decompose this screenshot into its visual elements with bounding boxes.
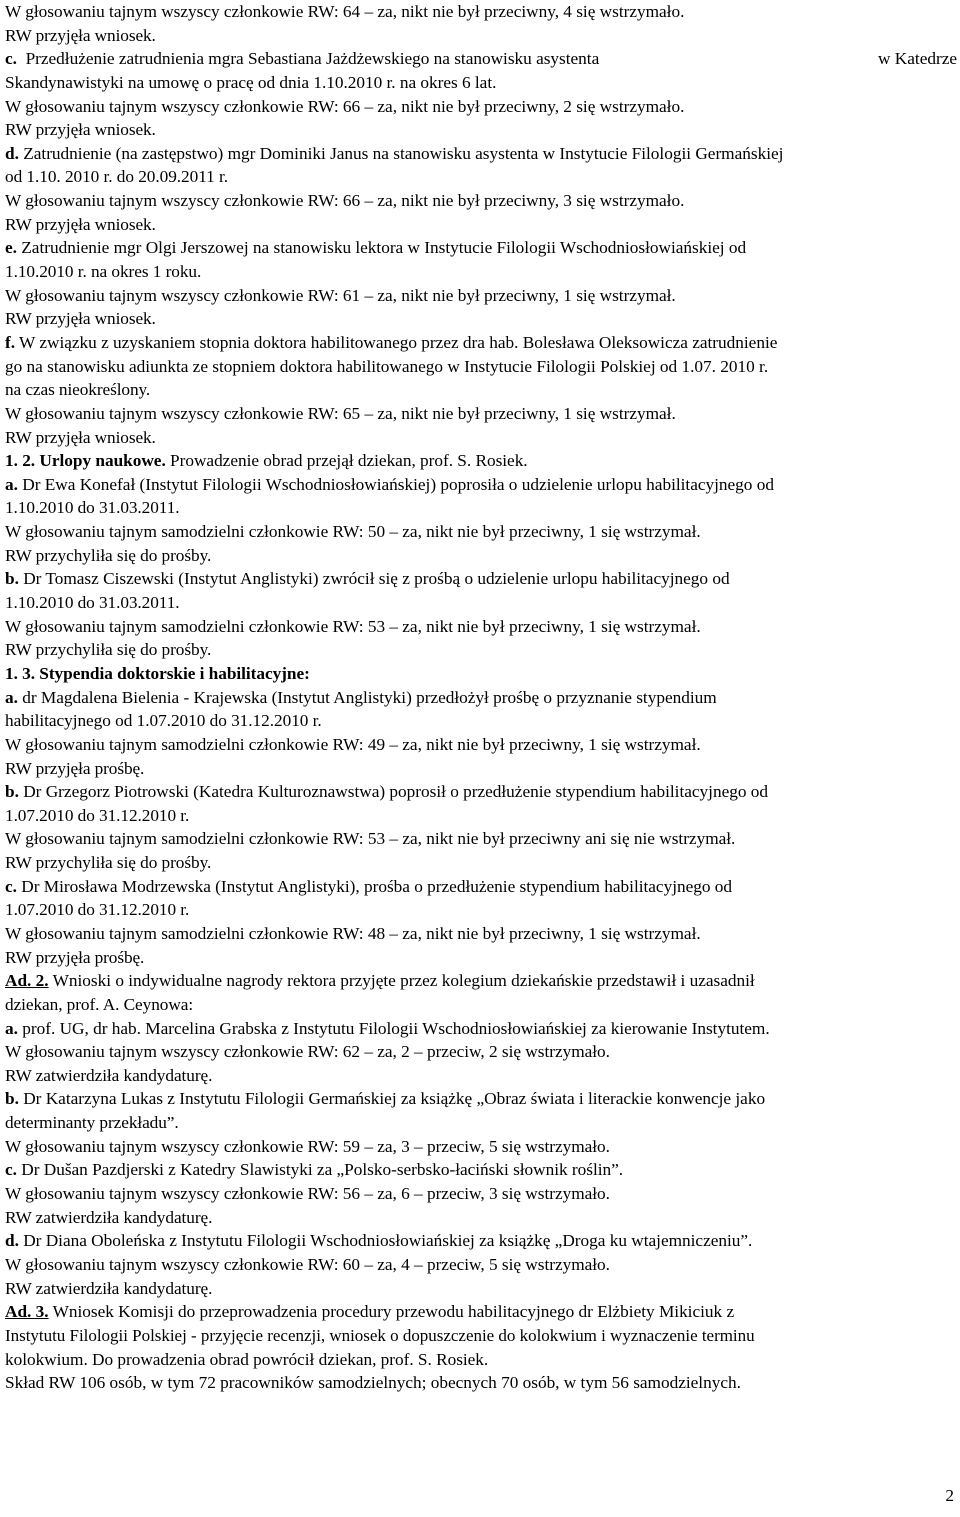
item-label: b. (5, 782, 19, 802)
section-text: Wnioski o indywidualne nagrody rektora przyjęte przez kolegium dziekańskie przedstawił i uzasadnił (52, 971, 755, 991)
section-heading: Ad. 3. (5, 1302, 49, 1322)
vote-result: W głosowaniu tajnym samodzielni członkowie RW: 53 – za, nikt nie był przeciwny, 1 się wstrzymał. (5, 616, 701, 636)
item-label: a. (5, 1018, 18, 1038)
vote-result: W głosowaniu tajnym wszyscy członkowie RW: 61 – za, nikt nie był przeciwny, 1 się wstrzymał. (5, 285, 676, 305)
item-text-tail: w Katedrze (878, 49, 957, 69)
vote-result: W głosowaniu tajnym wszyscy członkowie RW: 64 – za, nikt nie był przeciwny, 4 się wstrzymało. (5, 2, 685, 21)
item-d (5, 1229, 957, 1253)
item-text-cont: Skandynawistyki na umowę o pracę od dnia 1.10.2010 r. na okres 6 lat. (5, 72, 497, 92)
item-text: prof. UG, dr hab. Marcelina Grabska z Instytutu Filologii Wschodniosłowiańskiej za kierowanie Instytutem. (22, 1018, 770, 1038)
decision: RW zatwierdziła kandydaturę. (5, 1207, 213, 1227)
item-text: Dr Mirosława Modrzewska (Instytut Anglistyki), prośba o przedłużenie stypendium habilitacyjnego od (21, 876, 733, 896)
item-text-cont: 1.07.2010 do 31.12.2010 r. (5, 805, 190, 825)
section-text-cont: Instytutu Filologii Polskiej - przyjęcie recenzji, wniosek o dopuszczenie do kolokwium i wyznaczenie terminu (5, 1325, 755, 1345)
decision: RW przyjęła wniosek. (5, 309, 156, 329)
section-stypendia (5, 662, 957, 686)
item-text-cont: 1.10.2010 do 31.03.2011. (5, 593, 180, 613)
attendance-summary: Skład RW 106 osób, w tym 72 pracowników samodzielnych; obecnych 70 osób, w tym 56 samodzielnych. (5, 1373, 741, 1393)
item-text-cont: 1.07.2010 do 31.12.2010 r. (5, 900, 190, 920)
section-text-cont: dziekan, prof. A. Ceynowa: (5, 994, 194, 1014)
decision: RW zatwierdziła kandydaturę. (5, 1278, 213, 1298)
decision: RW zatwierdziła kandydaturę. (5, 1065, 213, 1085)
item-label: c. (5, 49, 17, 69)
section-heading: 1. 3. Stypendia doktorskie i habilitacyjne: (5, 663, 310, 683)
section-ad3 (5, 1300, 957, 1324)
page-number: 2 (945, 1486, 954, 1505)
item-e (5, 236, 957, 260)
vote-result: W głosowaniu tajnym samodzielni członkowie RW: 49 – za, nikt nie był przeciwny, 1 się wstrzymał. (5, 734, 701, 754)
vote-result: W głosowaniu tajnym wszyscy członkowie RW: 56 – za, 6 – przeciw, 3 się wstrzymało. (5, 1184, 610, 1204)
item-text-cont: go na stanowisku adiunkta ze stopniem doktora habilitowanego w Instytucie Filologii Polskiej od 1.07. 2010 r. (5, 356, 769, 376)
item-c (5, 47, 957, 71)
vote-result: W głosowaniu tajnym wszyscy członkowie RW: 59 – za, 3 – przeciw, 5 się wstrzymało. (5, 1136, 610, 1156)
item-text: Przedłużenie zatrudnienia mgra Sebastiana Jażdżewskiego na stanowisku asystenta (25, 49, 600, 69)
section-note: Prowadzenie obrad przejął dziekan, prof. S. Rosiek. (170, 451, 528, 471)
item-text: Zatrudnienie (na zastępstwo) mgr Dominiki Janus na stanowisku asystenta w Instytucie Filologii Germańskiej (23, 143, 784, 163)
section-text-cont: kolokwium. Do prowadzenia obrad powrócił dziekan, prof. S. Rosiek. (5, 1349, 489, 1369)
decision: RW przyjęła wniosek. (5, 427, 156, 447)
section-ad2 (5, 969, 957, 993)
vote-result: W głosowaniu tajnym wszyscy członkowie RW: 66 – za, nikt nie był przeciwny, 2 się wstrzymało. (5, 96, 685, 116)
item-label: f. (5, 332, 16, 352)
vote-result: W głosowaniu tajnym wszyscy członkowie RW: 62 – za, 2 – przeciw, 2 się wstrzymało. (5, 1042, 610, 1062)
item-text: Dr Grzegorz Piotrowski (Katedra Kulturoznawstwa) poprosił o przedłużenie stypendium habilitacyjnego od (23, 782, 769, 802)
item-a (5, 1017, 957, 1041)
vote-result: W głosowaniu tajnym wszyscy członkowie RW: 65 – za, nikt nie był przeciwny, 1 się wstrzymał. (5, 403, 676, 423)
item-text: Zatrudnienie mgr Olgi Jerszowej na stanowisku lektora w Instytucie Filologii Wschodniosłowiańskiej od (21, 238, 747, 258)
decision: RW przyjęła wniosek. (5, 214, 156, 234)
item-c (5, 875, 957, 899)
vote-result: W głosowaniu tajnym wszyscy członkowie RW: 60 – za, 4 – przeciw, 5 się wstrzymało. (5, 1254, 610, 1274)
item-text-cont: 1.10.2010 r. na okres 1 roku. (5, 262, 202, 282)
item-label: c. (5, 876, 17, 896)
decision: RW przyjęła prośbę. (5, 758, 145, 778)
item-f (5, 331, 957, 355)
item-a (5, 686, 957, 710)
item-text-cont: na czas nieokreślony. (5, 380, 151, 400)
item-text-cont: 1.10.2010 do 31.03.2011. (5, 498, 180, 518)
item-label: a. (5, 474, 18, 494)
section-urlopy (5, 449, 957, 473)
item-text: Dr Tomasz Ciszewski (Instytut Anglistyki) zwrócił się z prośbą o udzielenie urlopu habilitacyjnego od (23, 569, 730, 589)
item-label: a. (5, 687, 18, 707)
decision: RW przychyliła się do prośby. (5, 640, 212, 660)
item-label: b. (5, 569, 19, 589)
item-text: Dr Diana Obolеńska z Instytutu Filologii Wschodniosłowiańskiej za książkę „Droga ku wtajemniczeniu”. (23, 1231, 753, 1251)
item-label: d. (5, 143, 19, 163)
item-c (5, 1158, 957, 1182)
item-text: Dr Ewa Konefał (Instytut Filologii Wschodniosłowiańskiej) poprosiła o udzielenie urlopu habilitacyjnego od (22, 474, 774, 494)
item-text: dr Magdalena Bielenia - Krajewska (Instytut Anglistyki) przedłożył prośbę o przyznanie stypendium (22, 687, 717, 707)
item-label: d. (5, 1231, 19, 1251)
section-heading: 1. 2. Urlopy naukowe. (5, 451, 166, 471)
vote-result: W głosowaniu tajnym samodzielni członkowie RW: 53 – za, nikt nie był przeciwny ani się nie wstrzymał. (5, 829, 736, 849)
item-text: Dr Katarzyna Lukas z Instytutu Filologii Germańskiej za książkę „Obraz świata i literackie konwencje jako (23, 1089, 766, 1109)
item-text: W związku z uzyskaniem stopnia doktora habilitowanego przez dra hab. Bolesława Oleksowicza zatrudnienie (19, 332, 778, 352)
decision: RW przyjęła wniosek. (5, 120, 156, 140)
section-heading: Ad. 2. (5, 971, 49, 991)
vote-result: W głosowaniu tajnym wszyscy członkowie RW: 66 – za, nikt nie był przeciwny, 3 się wstrzymało. (5, 191, 685, 211)
item-label: b. (5, 1089, 19, 1109)
vote-result: W głosowaniu tajnym samodzielni członkowie RW: 50 – za, nikt nie był przeciwny, 1 się wstrzymał. (5, 522, 701, 542)
item-text-cont: determinanty przekładu”. (5, 1113, 179, 1133)
item-b (5, 1087, 957, 1111)
decision: RW przychyliła się do prośby. (5, 545, 212, 565)
item-b (5, 780, 957, 804)
decision: RW przychyliła się do prośby. (5, 853, 212, 873)
vote-result: W głosowaniu tajnym samodzielni członkowie RW: 48 – za, nikt nie był przeciwny, 1 się wstrzymał. (5, 923, 701, 943)
document-body (5, 0, 957, 1395)
decision: RW przyjęła prośbę. (5, 947, 145, 967)
item-text-cont: od 1.10. 2010 r. do 20.09.2011 r. (5, 167, 228, 187)
item-label: e. (5, 238, 17, 258)
item-a (5, 473, 957, 497)
item-text-cont: habilitacyjnego od 1.07.2010 do 31.12.2010 r. (5, 711, 322, 731)
decision: RW przyjęła wniosek. (5, 25, 156, 45)
section-text: Wniosek Komisji do przeprowadzenia procedury przewodu habilitacyjnego dr Elżbiety Mikiciuk z (52, 1302, 735, 1322)
item-label: c. (5, 1160, 17, 1180)
item-b (5, 567, 957, 591)
item-text: Dr Dušan Pazdjerski z Katedry Slawistyki za „Polsko-serbsko-łaciński słownik roślin”. (21, 1160, 624, 1180)
item-d (5, 142, 957, 166)
